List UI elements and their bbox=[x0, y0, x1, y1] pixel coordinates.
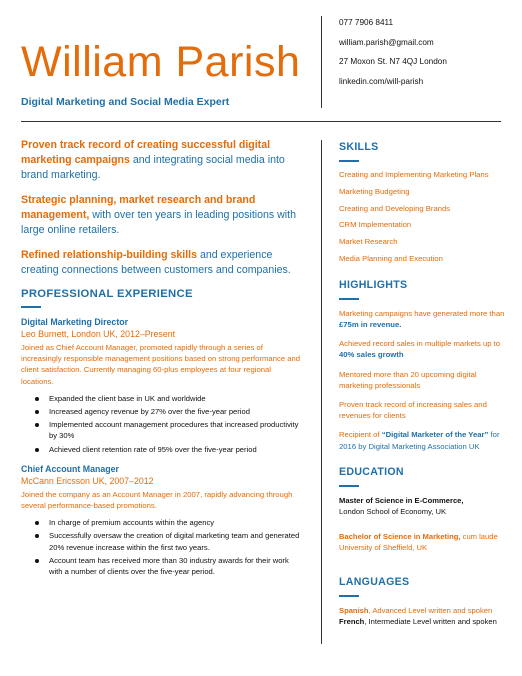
skill-item: Creating and Implementing Marketing Plans bbox=[339, 170, 489, 179]
right-column bbox=[339, 141, 507, 627]
skill-item: Market Research bbox=[339, 237, 398, 247]
highlight-item bbox=[339, 308, 507, 330]
highlights-section bbox=[339, 279, 507, 452]
job-entry bbox=[21, 464, 301, 577]
highlight-bold: £75m in revenue. bbox=[339, 319, 402, 329]
header-horizontal-divider bbox=[21, 121, 501, 122]
header-vertical-divider bbox=[321, 16, 322, 108]
contact-email: william.parish@gmail.com bbox=[339, 37, 434, 47]
contact-linkedin: linkedin.com/will-parish bbox=[339, 76, 424, 86]
skill-item: CRM Implementation bbox=[339, 220, 412, 230]
contact-phone: 077 7906 8411 bbox=[339, 18, 394, 27]
summary-item-text: and integrating social media into brand marketing. bbox=[21, 154, 285, 181]
job-bullets bbox=[35, 393, 301, 455]
highlight-bold: “Digital Marketer of the Year” bbox=[381, 430, 489, 440]
highlight-text: for 2016 by Digital Marketing Association UK bbox=[339, 430, 500, 451]
summary-item-bold: Strategic planning, market research and brand management, bbox=[21, 194, 256, 221]
education-school: London School of Economy, UK bbox=[339, 507, 447, 517]
highlight-item bbox=[339, 429, 507, 451]
job-description: Joined the company as an Account Manager in 2007, rapidly advancing through several performance-based promotions. bbox=[21, 489, 293, 511]
summary-section bbox=[21, 138, 301, 278]
job-bullet: In charge of premium accounts within the agency bbox=[35, 517, 301, 528]
job-bullet: Expanded the client base in UK and worldwide bbox=[35, 393, 301, 404]
highlights-heading-underline bbox=[339, 298, 359, 300]
skills-section bbox=[339, 141, 507, 271]
highlight-bold: 40% sales growth bbox=[339, 350, 404, 360]
job-bullet: Implemented account management procedures that increased productivity by 30% bbox=[35, 419, 301, 441]
summary-item-text: with over ten years in leading positions with large online retailers. bbox=[21, 209, 296, 236]
job-role: Digital Marketing Director bbox=[21, 317, 129, 327]
experience-heading-underline bbox=[21, 306, 41, 308]
language-level: , Advanced Level written and spoken bbox=[368, 605, 493, 615]
job-description: Joined as Chief Account Manager, promoted rapidly through a series of increasingly responsible management positions based on strong performance and client satisfaction. Currently managing 60-plus employees at four regional locations. bbox=[21, 343, 301, 386]
highlight-item bbox=[339, 338, 507, 360]
language-item bbox=[339, 616, 507, 627]
column-divider bbox=[321, 140, 322, 644]
job-role: Chief Account Manager bbox=[21, 463, 119, 474]
education-heading: EDUCATION bbox=[339, 465, 404, 478]
education-degree bbox=[339, 531, 507, 542]
candidate-subtitle: Digital Marketing and Social Media Expert bbox=[21, 96, 230, 108]
job-meta: McCann Ericsson UK, 2007–2012 bbox=[21, 475, 154, 486]
job-entry bbox=[21, 317, 301, 455]
job-bullets bbox=[35, 517, 301, 577]
summary-item-text: and experience creating connections between customers and companies. bbox=[21, 249, 291, 276]
highlight-item: Proven track record of increasing sales and revenues for clients bbox=[339, 400, 487, 421]
experience-section bbox=[21, 288, 301, 577]
education-section bbox=[339, 466, 507, 554]
skills-heading-underline bbox=[339, 160, 359, 162]
languages-heading: LANGUAGES bbox=[339, 575, 410, 588]
summary-item bbox=[21, 138, 301, 183]
language-name: French bbox=[339, 616, 365, 626]
job-meta: Leo Burnett, London UK, 2012–Present bbox=[21, 329, 176, 339]
highlights-heading: HIGHLIGHTS bbox=[339, 278, 408, 291]
education-heading-underline bbox=[339, 485, 359, 487]
language-name: Spanish bbox=[339, 605, 369, 615]
highlight-item: Mentored more than 20 upcoming digital marketing professionals bbox=[339, 369, 477, 390]
job-bullet: Increased agency revenue by 27% over the five-year period bbox=[35, 406, 301, 417]
candidate-name: William Parish bbox=[21, 38, 301, 86]
contact-block bbox=[339, 18, 447, 96]
skill-item: Media Planning and Execution bbox=[339, 253, 443, 263]
highlight-text: Marketing campaigns have generated more than bbox=[339, 308, 505, 318]
summary-item bbox=[21, 248, 301, 278]
contact-address: 27 Moxon St. N7 4QJ London bbox=[339, 57, 447, 66]
language-item bbox=[339, 605, 507, 616]
education-degree-name: Bachelor of Science in Marketing, bbox=[339, 532, 461, 542]
summary-item bbox=[21, 193, 301, 238]
languages-heading-underline bbox=[339, 595, 359, 597]
experience-heading: PROFESSIONAL EXPERIENCE bbox=[21, 288, 193, 300]
job-bullet: Account team has received more than 30 industry awards for their work with a number of clients over the five-year period. bbox=[35, 555, 301, 577]
summary-item-bold: Refined relationship-building skills bbox=[21, 249, 197, 261]
highlight-text: Recipient of bbox=[339, 430, 382, 440]
highlight-text: Achieved record sales in multiple markets up to bbox=[339, 339, 501, 349]
job-bullet: Successfully oversaw the creation of digital marketing team and generated 20% revenue increase within the first two years. bbox=[35, 530, 301, 552]
skill-item: Creating and Developing Brands bbox=[339, 203, 451, 213]
education-honor: cum laude bbox=[460, 532, 498, 542]
left-column bbox=[21, 138, 301, 579]
education-school: University of Sheffield, UK bbox=[339, 543, 428, 553]
skill-item: Marketing Budgeting bbox=[339, 186, 410, 196]
languages-section bbox=[339, 576, 507, 627]
education-degree: Master of Science in E-Commerce, bbox=[339, 495, 464, 505]
skills-heading: SKILLS bbox=[339, 141, 379, 153]
summary-item-bold: Proven track record of creating successful digital marketing campaigns bbox=[21, 139, 271, 166]
job-bullet: Achieved client retention rate of 95% over the five-year period bbox=[35, 444, 301, 455]
language-level: , Intermediate Level written and spoken bbox=[364, 616, 497, 626]
